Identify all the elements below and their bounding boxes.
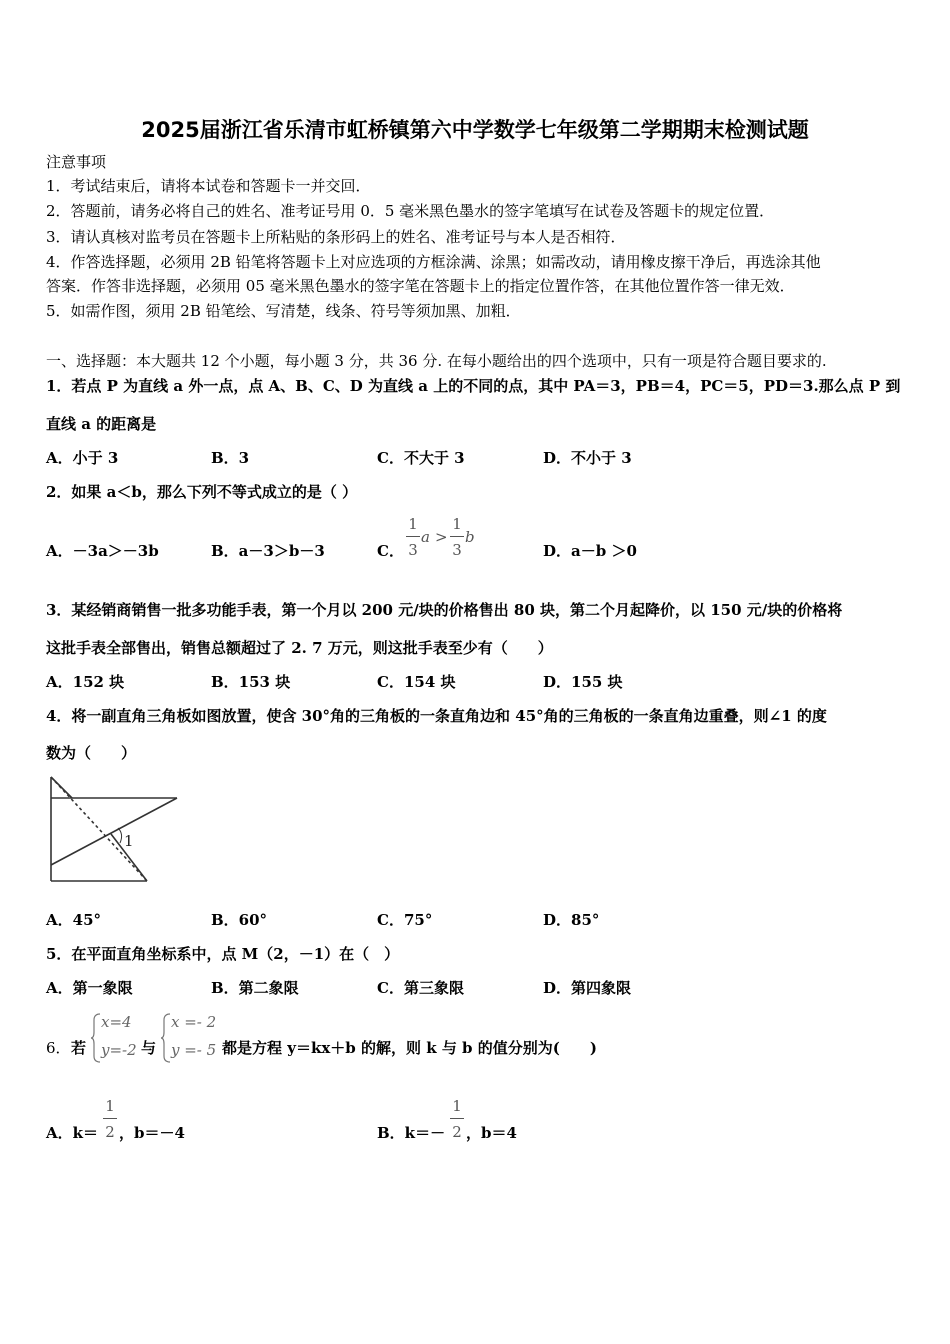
q5-option-b[interactable]: B．第二象限 [211, 979, 299, 997]
angle-arc [118, 828, 122, 843]
fraction-numerator: 1 [452, 515, 462, 533]
q3-option-d[interactable]: D．155 块 [543, 673, 623, 691]
fraction-bar [450, 536, 464, 537]
q5-option-c[interactable]: C．第三象限 [377, 979, 464, 997]
q6-yu: 与 [141, 1039, 157, 1057]
q2-option-b[interactable]: B．a－3＞b－3 [211, 542, 325, 560]
q4-option-c[interactable]: C．75° [377, 911, 433, 929]
q1-option-c[interactable]: C．不大于 3 [377, 449, 465, 467]
notice-item: 3．请认真核对监考员在答题卡上所粘贴的条形码上的姓名、准考证号与本人是否相符． [46, 228, 626, 246]
fraction-denominator: 2 [452, 1123, 462, 1141]
system1-eq2: y=-2 [101, 1041, 137, 1059]
variable-a: a [421, 528, 430, 546]
section-heading: 一、选择题：本大题共 12 个小题，每小题 3 分，共 36 分. 在每小题给出的四个选项中，只有一项是符合题目要求的. [46, 352, 827, 370]
q1-stem: 1．若点 P 为直线 a 外一点，点 A、B、C、D 为直线 a 上的不同的点，其中 PA＝3，PB＝4，PC＝5，PD＝3.那么点 P 到 [46, 377, 901, 395]
variable-b: b [465, 528, 475, 546]
system2-eq2: y =- 5 [171, 1041, 217, 1059]
hypotenuse-45-upper [51, 777, 72, 798]
q6-ruo: 若 [71, 1039, 87, 1057]
notice-item: 答案．作答非选择题，必须用 05 毫米黑色墨水的签字笔在答题卡上的指定位置作答，在其他位置作答一律无效． [46, 277, 795, 295]
notice-heading: 注意事项 [46, 153, 107, 171]
q5-option-a[interactable]: A．第一象限 [46, 979, 133, 997]
q4-option-b[interactable]: B．60° [211, 911, 268, 929]
q2-stem: 2．如果 a＜b，那么下列不等式成立的是（ ） [46, 483, 358, 501]
q3-stem: 3．某经销商销售一批多功能手表，第一个月以 200 元/块的价格售出 80 块，第二个月起降价，以 150 元/块的价格将 [46, 601, 843, 619]
q6-number: 6． [46, 1039, 71, 1057]
q1-option-b[interactable]: B．3 [211, 449, 250, 467]
q1-stem-cont: 直线 a 的距离是 [46, 415, 157, 433]
fraction-bar [450, 1118, 464, 1119]
q4-stem: 4．将一副直角三角板如图放置，使含 30°角的三角板的一条直角边和 45°角的三角板的一条直角边重叠，则∠1 的度 [46, 707, 827, 725]
fraction-denominator: 3 [452, 541, 462, 559]
hypotenuse-30 [51, 798, 177, 865]
q1-option-a[interactable]: A．小于 3 [46, 449, 119, 467]
q4-stem-cont: 数为（ ） [46, 744, 137, 762]
q3-option-b[interactable]: B．153 块 [211, 673, 291, 691]
page-title: 2025届浙江省乐清市虹桥镇第六中学数学七年级第二学期期末检测试题 [141, 118, 809, 142]
q2-option-d[interactable]: D．a－b ＞0 [543, 542, 637, 560]
fraction-bar [406, 536, 420, 537]
q5-stem: 5．在平面直角坐标系中，点 M（2，－1）在（ ） [46, 945, 400, 963]
q2-option-c-label[interactable]: C． [377, 542, 404, 560]
q6-option-a-rest: ，b＝－4 [119, 1124, 185, 1142]
fraction-numerator: 1 [408, 515, 418, 533]
hypotenuse-45 [51, 777, 147, 881]
q3-option-c[interactable]: C．154 块 [377, 673, 456, 691]
greater-than-sign: > [435, 528, 448, 546]
q3-option-a[interactable]: A．152 块 [46, 673, 125, 691]
angle-1-label: 1 [124, 832, 134, 850]
fraction-bar [103, 1118, 117, 1119]
q4-option-d[interactable]: D．85° [543, 911, 600, 929]
system1-eq1: x=4 [101, 1013, 132, 1031]
q5-option-d[interactable]: D．第四象限 [543, 979, 632, 997]
q4-option-a[interactable]: A．45° [46, 911, 102, 929]
fraction-numerator: 1 [452, 1097, 462, 1115]
q6-option-b-label[interactable]: B．k＝－ [377, 1124, 446, 1142]
system2-eq1: x =- 2 [171, 1013, 217, 1031]
notice-item: 4．作答选择题，必须用 2B 铅笔将答题卡上对应选项的方框涂满、涂黑；如需改动，请用橡皮擦干净后，再选涂其他 [46, 253, 821, 271]
fraction-denominator: 3 [408, 541, 418, 559]
fraction-denominator: 2 [105, 1123, 115, 1141]
q2-option-a[interactable]: A．－3a＞－3b [46, 542, 159, 560]
notice-item: 5．如需作图，须用 2B 铅笔绘、写清楚，线条、符号等须加黑、加粗． [46, 302, 521, 320]
q6-option-a-label[interactable]: A．k＝ [46, 1124, 99, 1142]
fraction-numerator: 1 [105, 1097, 115, 1115]
q6-option-b-rest: ，b＝4 [466, 1124, 517, 1142]
notice-item: 2．答题前，请务必将自己的姓名、准考证号用 0．5 毫米黑色墨水的签字笔填写在试卷及答题卡的规定位置． [46, 202, 775, 220]
q6-stem-rest: 都是方程 y＝kx＋b 的解，则 k 与 b 的值分别为( ) [222, 1039, 597, 1057]
q1-option-d[interactable]: D．不小于 3 [543, 449, 632, 467]
q3-stem-cont: 这批手表全部售出，销售总额超过了 2. 7 万元，则这批手表至少有（ ） [46, 639, 553, 657]
triangle-figure [44, 772, 184, 887]
notice-item: 1．考试结束后，请将本试卷和答题卡一并交回． [46, 177, 371, 195]
